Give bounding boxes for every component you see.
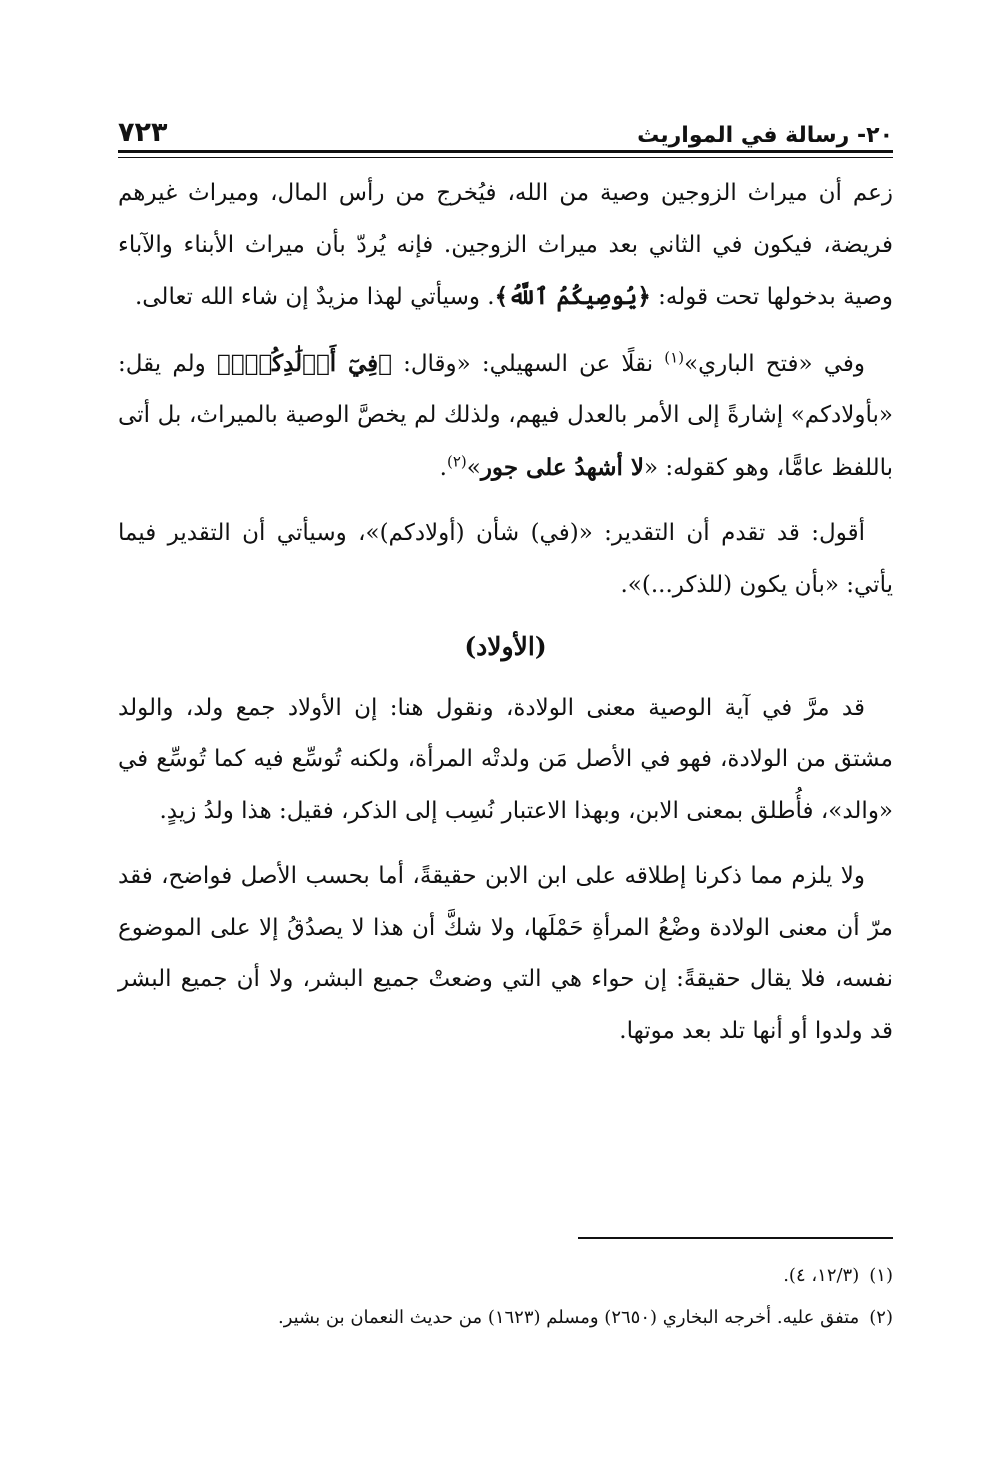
paragraph-2 bbox=[118, 338, 893, 495]
paragraph-text: ولم يقل: «بأولادكم» إشارةً إلى الأمر بالعدل فيهم، ولذلك لم يخصَّ الوصية بالميراث، بل أتى باللفظ عامًّا، وهو كقوله: « bbox=[118, 350, 893, 481]
paragraph-text: . bbox=[439, 454, 447, 481]
page-number: ٧٢٣ bbox=[118, 117, 168, 148]
header-rule bbox=[118, 150, 893, 158]
paragraph-1 bbox=[118, 168, 893, 324]
body-text bbox=[118, 168, 893, 1057]
hadith-quote: لا أشهدُ على جور bbox=[480, 453, 645, 481]
footnote-ref-1: (١) bbox=[664, 347, 685, 366]
footnote-number: (٢) bbox=[869, 1307, 893, 1328]
paragraph-text: . وسيأتي لهذا مزيدٌ إن شاء الله تعالى. bbox=[134, 284, 495, 310]
paragraph-3: أقول: قد تقدم أن التقدير: «(في) شأن (أولادكم)»، وسيأتي أن التقدير فيما يأتي: «بأن يكون (للذكر...)». bbox=[118, 520, 893, 598]
page-header bbox=[118, 108, 893, 148]
footnote-1 bbox=[100, 1255, 893, 1297]
section-heading: (الأولاد) bbox=[464, 632, 547, 661]
paragraph-text: نقلًا عن السهيلي: «وقال: bbox=[391, 350, 665, 377]
quran-quote: ﴿فِيٓ أَوۡلَٰدِكُمۡۖ﴾ bbox=[216, 349, 392, 377]
footnote-text: متفق عليه. أخرجه البخاري (٢٦٥٠) ومسلم (١٦٢٣) من حديث النعمان بن بشير. bbox=[278, 1307, 860, 1328]
paragraph-text: زعم أن ميراث الزوجين وصية من الله، فيُخرج من رأس المال، وميراث غيرهم فريضة، فيكون في الثاني بعد ميراث الزوجين. فإنه يُردّ بأن ميراث الأبناء والآباء وصية بدخولها تحت قوله: bbox=[118, 180, 893, 310]
footnote-2 bbox=[100, 1297, 893, 1339]
running-title: ٢٠- رسالة في المواريث bbox=[637, 123, 893, 148]
paragraph-text: وفي «فتح الباري» bbox=[684, 350, 865, 377]
paragraph-text: » bbox=[466, 454, 481, 481]
footnote-rule bbox=[578, 1237, 893, 1239]
paragraph-5: ولا يلزم مما ذكرنا إطلاقه على ابن الابن حقيقةً، أما بحسب الأصل فواضح، فقد مرّ أن معنى الولادة وضْعُ المرأةِ حَمْلَها، ولا شكَّ أن هذا لا يصدُقُ إلا على الموضوع نفسه، فلا يقال حقيقةً: إن حواء هي التي وضعتْ جميع البشر، ولا أن جميع البشر قد ولدوا أو أنها تلد بعد موتها. bbox=[118, 863, 893, 1044]
footnote-ref-2: (٢) bbox=[446, 451, 467, 470]
footnotes bbox=[100, 1255, 893, 1339]
footnote-text: (١٢/٣، ٤). bbox=[783, 1265, 860, 1286]
paragraph-4: قد مرَّ في آية الوصية معنى الولادة، ونقول هنا: إن الأولاد جمع ولد، والولد مشتق من الولادة، فهو في الأصل مَن ولدتْه المرأة، ولكنه تُوسِّع فيه كما تُوسِّع في «والد»، فأُطلق بمعنى الابن، وبهذا الاعتبار نُسِب إلى الذكر، فقيل: هذا ولدُ زيدٍ. bbox=[118, 694, 893, 824]
quran-quote: ﴿يُوصِيكُمُ ٱللَّهُ﴾ bbox=[494, 283, 651, 310]
footnote-number: (١) bbox=[869, 1265, 893, 1286]
